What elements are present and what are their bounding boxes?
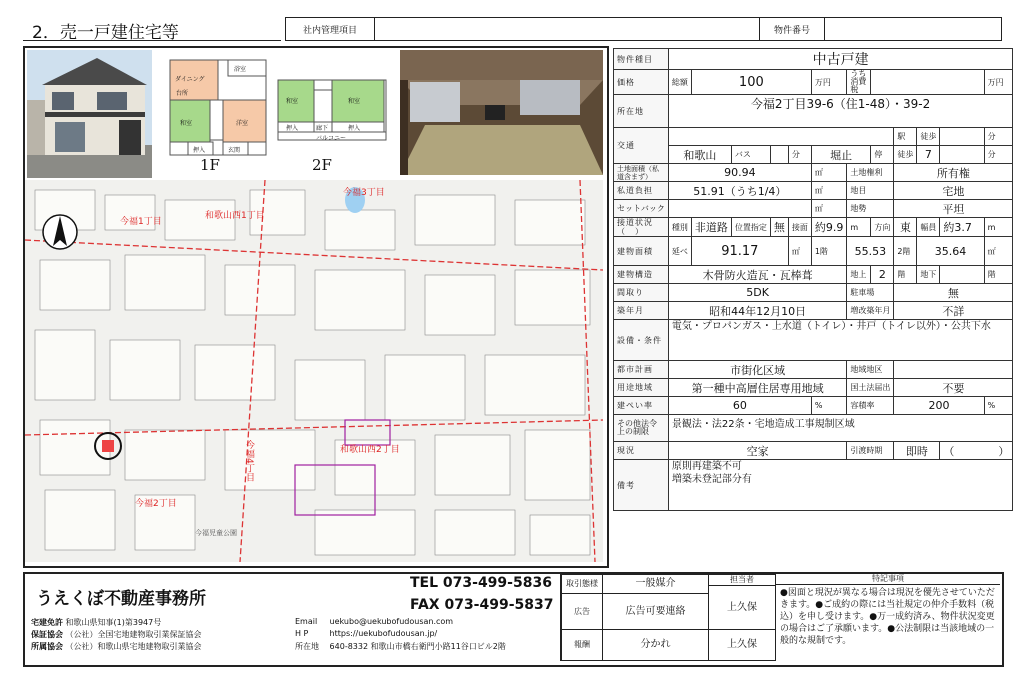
floorplan-1f bbox=[168, 52, 268, 157]
spec-handover-label: 引渡時期 bbox=[847, 442, 894, 460]
spec-frontage-unit: m bbox=[847, 218, 871, 237]
spec-width: 約3.7 bbox=[940, 218, 984, 237]
room-label-1f-bath: 浴室 bbox=[234, 66, 247, 73]
company-name: うえくぼ不動産事務所 bbox=[36, 589, 206, 609]
spec-label-address: 所在地 bbox=[614, 95, 669, 128]
person-1: 上久保 bbox=[708, 585, 776, 630]
deal-value: 一般媒介 bbox=[602, 574, 709, 594]
room-label-2f-japanese-b: 和室 bbox=[348, 98, 361, 105]
map-label-imafuku-1: 今福1丁目 bbox=[120, 217, 162, 227]
spec-dir-label: 方向 bbox=[871, 218, 894, 237]
spec-tax-label: うち消費税 bbox=[847, 70, 871, 95]
spec-frontage: 約9.9 bbox=[811, 218, 847, 237]
property-no-label-box bbox=[759, 17, 825, 41]
spec-setback-unit: ㎡ bbox=[811, 200, 847, 218]
spec-price-unit: 万円 bbox=[811, 70, 847, 95]
spec-land-cat-label: 地目 bbox=[847, 182, 894, 200]
spec-land-cat: 宅地 bbox=[894, 182, 1013, 200]
floorplan-2f-label: 2F bbox=[312, 156, 332, 174]
hp-label: H P bbox=[295, 629, 309, 638]
spec-walk2: 7 bbox=[917, 146, 940, 164]
hp-line bbox=[295, 629, 437, 638]
spec-frontage-label: 接面 bbox=[788, 218, 811, 237]
room-label-1f-closet: 押入 bbox=[193, 147, 206, 154]
spec-land-area-unit: ㎡ bbox=[811, 164, 847, 182]
floorplan-2f bbox=[276, 72, 388, 152]
deal-table bbox=[560, 574, 775, 661]
map-label-imafuku-2: 今福2丁目 bbox=[135, 499, 177, 509]
spec-above-label: 地上 bbox=[847, 266, 871, 284]
notes-label: 特記事項 bbox=[776, 574, 1000, 585]
spec-f2: 35.64 bbox=[917, 237, 984, 266]
hp-value[interactable]: https://uekubofudousan.jp/ bbox=[329, 629, 438, 638]
spec-bldg-unit: ㎡ bbox=[788, 237, 811, 266]
spec-reno-label: 増改築年月 bbox=[847, 302, 894, 320]
room-label-1f-dining: ダイニング bbox=[175, 76, 205, 83]
spec-dir: 東 bbox=[894, 218, 917, 237]
spec-zoning: 第一種中高層住居専用地域 bbox=[668, 379, 847, 397]
email-line bbox=[295, 617, 453, 626]
room-label-1f-japanese: 和室 bbox=[180, 120, 193, 127]
spec-bus-stop: 堀止 bbox=[811, 146, 871, 164]
spec-remarks-2: 増築未登記部分有 bbox=[671, 474, 752, 485]
company-tel: TEL 073-499-5836 bbox=[410, 575, 552, 591]
assoc-value: （公社）和歌山県宅地建物取引業協会 bbox=[65, 642, 202, 651]
spec-bus-label: バス bbox=[731, 146, 770, 164]
spec-label-restrict: その他法令上の制限 bbox=[614, 415, 669, 442]
spec-land-right-label: 土地権利 bbox=[847, 164, 894, 182]
license-label: 宅建免許 bbox=[31, 618, 63, 627]
email-value[interactable]: uekubo@uekubofudousan.com bbox=[329, 617, 454, 626]
spec-remarks bbox=[668, 460, 1013, 511]
spec-parking: 無 bbox=[894, 284, 1013, 302]
house-exterior-photo bbox=[27, 50, 152, 178]
spec-f1-label: 1階 bbox=[811, 237, 847, 266]
spec-remarks-1: 原則再建築不可 bbox=[671, 461, 742, 472]
spec-label-facility: 設備・条件 bbox=[614, 320, 669, 361]
spec-reno: 不詳 bbox=[894, 302, 1013, 320]
spec-pos-label: 位置指定 bbox=[731, 218, 770, 237]
spec-label-land-area: 土地面積（私道含まず） bbox=[614, 164, 669, 182]
person-2: 上久保 bbox=[708, 629, 776, 661]
spec-min2: 分 bbox=[984, 146, 1013, 164]
room-label-2f-closet-a: 押入 bbox=[286, 125, 299, 132]
spec-below-unit: 階 bbox=[984, 266, 1013, 284]
spec-label-built: 築年月 bbox=[614, 302, 669, 320]
spec-land-right: 所有権 bbox=[894, 164, 1013, 182]
spec-min1: 分 bbox=[984, 128, 1013, 146]
spec-built: 昭和44年12月10日 bbox=[668, 302, 847, 320]
spec-price: 100 bbox=[691, 70, 811, 95]
spec-tax-unit: 万円 bbox=[984, 70, 1013, 95]
spec-label-layout: 間取り bbox=[614, 284, 669, 302]
spec-land-area: 90.94 bbox=[668, 164, 811, 182]
spec-restrict: 景観法・法22条・宅地造成工事規制区域 bbox=[668, 415, 1013, 442]
room-label-2f-japanese-a: 和室 bbox=[286, 98, 299, 105]
room-label-2f-hall: 廊下 bbox=[316, 125, 329, 132]
spec-walk2-label: 徒歩 bbox=[894, 146, 917, 164]
spec-layout: 5DK bbox=[668, 284, 847, 302]
ad-label: 広告 bbox=[561, 593, 603, 630]
room-label-1f-western: 洋室 bbox=[236, 120, 249, 127]
fee-value: 分かれ bbox=[602, 629, 709, 661]
spec-label-setback: セットバック bbox=[614, 200, 669, 218]
addr-value: 640-8332 和歌山市橋右衛門小路11谷口ビル2階 bbox=[329, 642, 506, 651]
map-label-park: 今福児童公園 bbox=[195, 529, 237, 537]
spec-bldg-total-label: 延べ bbox=[668, 237, 691, 266]
map-label-wakayamanishi-1: 和歌山西1丁目 bbox=[205, 211, 265, 221]
spec-handover: 即時 bbox=[894, 442, 940, 460]
spec-type: 中古戸建 bbox=[668, 49, 1013, 70]
spec-label-private-road: 私道負担 bbox=[614, 182, 669, 200]
addr-line bbox=[295, 641, 506, 652]
spec-handover-paren: （ ） bbox=[940, 442, 1013, 460]
spec-city: 和歌山 bbox=[668, 146, 731, 164]
spec-label-bcr: 建ぺい率 bbox=[614, 397, 669, 415]
notes-text: ●図面と現況が異なる場合は現況を優先させていただきます。●ご成約の際には当社規定の仲介手数料（税込）を申し受けます。●万一成約済み、物件状況変更の場合はご了承願います。●公法制限は当該地域の一般的な規制です。 bbox=[780, 588, 995, 646]
spec-station-label: 駅 bbox=[894, 128, 917, 146]
room-label-1f-entrance: 玄関 bbox=[228, 147, 241, 154]
spec-f1: 55.53 bbox=[847, 237, 894, 266]
spec-label-city-plan: 都市計画 bbox=[614, 361, 669, 379]
addr-label: 所在地 bbox=[295, 642, 319, 651]
map-label-imafuku-3: 今福3丁目 bbox=[343, 188, 385, 198]
spec-address: 今福2丁目39-6（住1-48）・39-2 bbox=[668, 95, 1013, 128]
spec-far-label: 容積率 bbox=[847, 397, 894, 415]
interior-photo bbox=[400, 50, 603, 175]
assoc-label: 所属協会 bbox=[31, 642, 63, 651]
page-title: 2．売一戸建住宅等 bbox=[32, 23, 179, 43]
spec-label-status: 現況 bbox=[614, 442, 669, 460]
spec-f2-unit: ㎡ bbox=[984, 237, 1013, 266]
spec-label-access: 接道状況（ ） bbox=[614, 218, 669, 237]
mgmt-label: 社内管理項目 bbox=[302, 25, 357, 36]
guarantee-value: （公社）全国宅地建物取引業保証協会 bbox=[65, 630, 202, 639]
spec-terrain: 平坦 bbox=[894, 200, 1013, 218]
spec-far: 200 bbox=[894, 397, 984, 415]
map-label-imafuku-4: 今福4丁目 bbox=[244, 440, 254, 482]
spec-label-type: 物件種目 bbox=[614, 49, 669, 70]
map-label-wakayamanishi-2: 和歌山西2丁目 bbox=[340, 445, 400, 455]
spec-private-road: 51.91（うち1/4） bbox=[668, 182, 811, 200]
spec-city-plan: 市街化区域 bbox=[668, 361, 847, 379]
email-label: Email bbox=[295, 617, 318, 626]
property-no-label: 物件番号 bbox=[773, 25, 810, 36]
spec-label-zoning: 用途地域 bbox=[614, 379, 669, 397]
title-underline bbox=[23, 40, 281, 41]
deal-label: 取引態様 bbox=[561, 574, 603, 594]
spec-bldg-total: 91.17 bbox=[691, 237, 788, 266]
spec-private-road-unit: ㎡ bbox=[811, 182, 847, 200]
spec-label-structure: 建物構造 bbox=[614, 266, 669, 284]
spec-district-label: 地域地区 bbox=[847, 361, 894, 379]
spec-bus-min: 分 bbox=[788, 146, 811, 164]
spec-terrain-label: 地勢 bbox=[847, 200, 894, 218]
license-value: 和歌山県知事(1)第3947号 bbox=[65, 618, 162, 627]
spec-label-bldg-area: 建物面積 bbox=[614, 237, 669, 266]
spec-notify-label: 国土法届出 bbox=[847, 379, 894, 397]
spec-bcr: 60 bbox=[668, 397, 811, 415]
spec-f2-label: 2階 bbox=[894, 237, 917, 266]
spec-price-total-label: 総額 bbox=[668, 70, 691, 95]
spec-above-unit: 階 bbox=[894, 266, 917, 284]
room-label-1f-kitchen: 台所 bbox=[176, 90, 189, 97]
spec-structure: 木骨防火造瓦・瓦棒葺 bbox=[668, 266, 847, 284]
assoc-line bbox=[31, 641, 202, 652]
fee-label: 報酬 bbox=[561, 629, 603, 661]
mgmt-value-box bbox=[374, 17, 760, 41]
spec-label-transport: 交通 bbox=[614, 128, 669, 164]
license-line bbox=[31, 617, 161, 628]
spec-kind: 非道路 bbox=[691, 218, 731, 237]
spec-bcr-pct: % bbox=[811, 397, 847, 415]
location-map bbox=[25, 180, 603, 562]
spec-kind-label: 種別 bbox=[668, 218, 691, 237]
spec-width-label: 幅員 bbox=[917, 218, 940, 237]
spec-label-remarks: 備考 bbox=[614, 460, 669, 511]
spec-parking-label: 駐車場 bbox=[847, 284, 894, 302]
room-label-2f-closet-b: 押入 bbox=[348, 125, 361, 132]
ad-value: 広告可要連絡 bbox=[602, 593, 709, 630]
spec-stop-label: 停 bbox=[871, 146, 894, 164]
guarantee-line bbox=[31, 629, 202, 640]
property-no-value-box bbox=[824, 17, 1002, 41]
property-spec-table bbox=[613, 48, 1013, 511]
spec-status: 空家 bbox=[668, 442, 847, 460]
spec-far-pct: % bbox=[984, 397, 1013, 415]
spec-walk1-label: 徒歩 bbox=[917, 128, 940, 146]
person-label: 担当者 bbox=[708, 574, 776, 586]
spec-pos: 無 bbox=[770, 218, 788, 237]
spec-below-label: 地下 bbox=[917, 266, 940, 284]
company-fax: FAX 073-499-5837 bbox=[410, 597, 554, 613]
spec-notify: 不要 bbox=[894, 379, 1013, 397]
notes-box bbox=[775, 574, 1000, 661]
spec-above: 2 bbox=[871, 266, 894, 284]
floorplan-1f-label: 1F bbox=[200, 156, 220, 174]
spec-width-unit: m bbox=[984, 218, 1013, 237]
guarantee-label: 保証協会 bbox=[31, 630, 63, 639]
spec-label-price: 価格 bbox=[614, 70, 669, 95]
room-label-2f-balcony: バルコニー bbox=[316, 135, 347, 142]
spec-facility: 電気・プロパンガス・上水道（トイレ）・井戸（トイレ以外）・公共下水 bbox=[668, 320, 1013, 361]
mgmt-label-box bbox=[285, 17, 375, 41]
